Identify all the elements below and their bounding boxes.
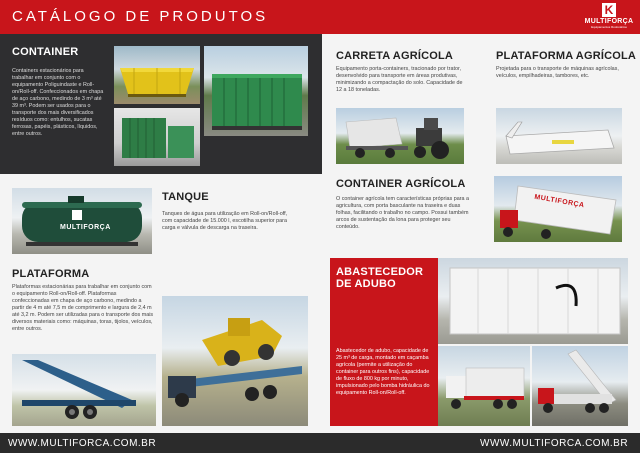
- yellow-container-illustration: [114, 46, 200, 104]
- footer-bar: [0, 433, 640, 453]
- tanque-text: Tanques de água para utilização em Roll-on/Roll-off, com capacidade de 15.000 l, escotilha superior para carga e válvula de descarga na traseira.: [162, 211, 288, 231]
- logo-tagline: Equipamentos Rodoviários: [591, 25, 627, 29]
- fertilizer-container-illustration: [438, 258, 628, 344]
- fertilizer-unloading-illustration: [532, 346, 628, 426]
- abastecedor-section: [330, 258, 438, 426]
- tilted-platform-photo: [12, 354, 156, 426]
- header-bar: [0, 0, 640, 34]
- container-text: Containers estacionários para trabalhar em conjunto com o equipamento Poliguindaste e Roll-on/Roll-off. Confeccionados em chapa de aço carbono, medindo de 3 m³ até 39 m³. Podem ser usados para o transporte dos mais diversificados resíduos como: entulhos, sucatas ferrosas, papéis, plásticos, líquidos, entre outros.: [12, 68, 104, 137]
- carreta-agricola-title: CARRETA AGRÍCOLA: [336, 50, 454, 62]
- fertilizer-container-photo: [438, 258, 628, 344]
- logo-name: MULTIFORÇA: [584, 18, 634, 25]
- tank-illustration: [12, 188, 152, 254]
- tractor-carreta-illustration: [336, 108, 464, 164]
- footer-url-left[interactable]: WWW.MULTIFORCA.COM.BR: [8, 438, 157, 449]
- small-green-container-photo: [114, 108, 200, 166]
- tilted-platform-illustration: [12, 354, 156, 426]
- container-title: CONTAINER: [12, 46, 79, 58]
- abastecedor-title: ABASTECEDOR DE ADUBO: [336, 266, 424, 290]
- plataforma-title: PLATAFORMA: [12, 268, 90, 280]
- plataforma-text: Plataformas estacionárias para trabalhar em conjunto com o equipamento Roll-on/Roll-off. Plataformas confeccionadas em chapa de aço carbono, medindo a partir de 4 m até 7,5 m de comprimento e largura de 2,4 m até 3,2 m. Podem ser utilizadas para o transporte dos mais diversos materiais como: máquinas, toras, tijolos, veículos, entre outros.: [12, 284, 154, 332]
- agricultural-container-photo: [494, 176, 622, 242]
- small-green-container-illustration: [114, 108, 200, 166]
- tractor-carreta-photo: [336, 108, 464, 164]
- tank-brand-label: MULTIFORÇA: [60, 224, 111, 231]
- plataforma-agricola-title: PLATAFORMA AGRÍCOLA: [496, 50, 637, 62]
- green-container-photo: [204, 46, 308, 136]
- fertilizer-unloading-photo: [532, 346, 628, 426]
- grader-truck-illustration: [162, 296, 308, 426]
- tank-photo: [12, 188, 152, 254]
- agricultural-container-brand-label: MULTIFORÇA: [533, 193, 585, 210]
- green-container-illustration: [204, 46, 308, 136]
- carreta-agricola-text: Equipamento porta-containers, tracionado por trator, desenvolvido para transporte em áreas produtivas, minimizando a compactação do solo. Capacidade de 12 a 18 toneladas.: [336, 66, 463, 93]
- agricultural-platform-photo: [496, 108, 622, 164]
- container-agricola-text: O container agrícola tem características próprias para a agricultura, com porta basculante na traseira e duas folhas, facilitando o trabalho no campo. Possui também arcos de sustentação da lona para proteger seu conteúdo.: [336, 196, 470, 230]
- container-section: [0, 34, 322, 174]
- logo-k-icon: K: [602, 3, 616, 17]
- yellow-container-photo: [114, 46, 200, 104]
- fertilizer-truck-photo: [438, 346, 530, 426]
- container-agricola-title: CONTAINER AGRÍCOLA: [336, 178, 466, 190]
- agricultural-container-illustration: [494, 176, 622, 242]
- abastecedor-text: Abastecedor de adubo, capacidade de 25 m³ de carga, montado em caçamba agrícola (permite a utilização do container para outros fins), capacidade de fluxo de 800 kg por minuto, impulsionado pelo bomba hidráulica do equipamento Roll-on/Roll-off.: [336, 348, 430, 396]
- tanque-title: TANQUE: [162, 191, 209, 203]
- plataforma-agricola-text: Projetada para o transporte de máquinas agrícolas, veículos, empilhadeiras, tambores, etc.: [496, 66, 619, 79]
- fertilizer-truck-illustration: [438, 346, 530, 426]
- brand-logo[interactable]: [584, 3, 634, 31]
- agricultural-platform-illustration: [496, 108, 622, 164]
- footer-url-right[interactable]: WWW.MULTIFORCA.COM.BR: [480, 438, 629, 449]
- page-title: CATÁLOGO DE PRODUTOS: [12, 8, 269, 25]
- grader-on-truck-photo: [162, 296, 308, 426]
